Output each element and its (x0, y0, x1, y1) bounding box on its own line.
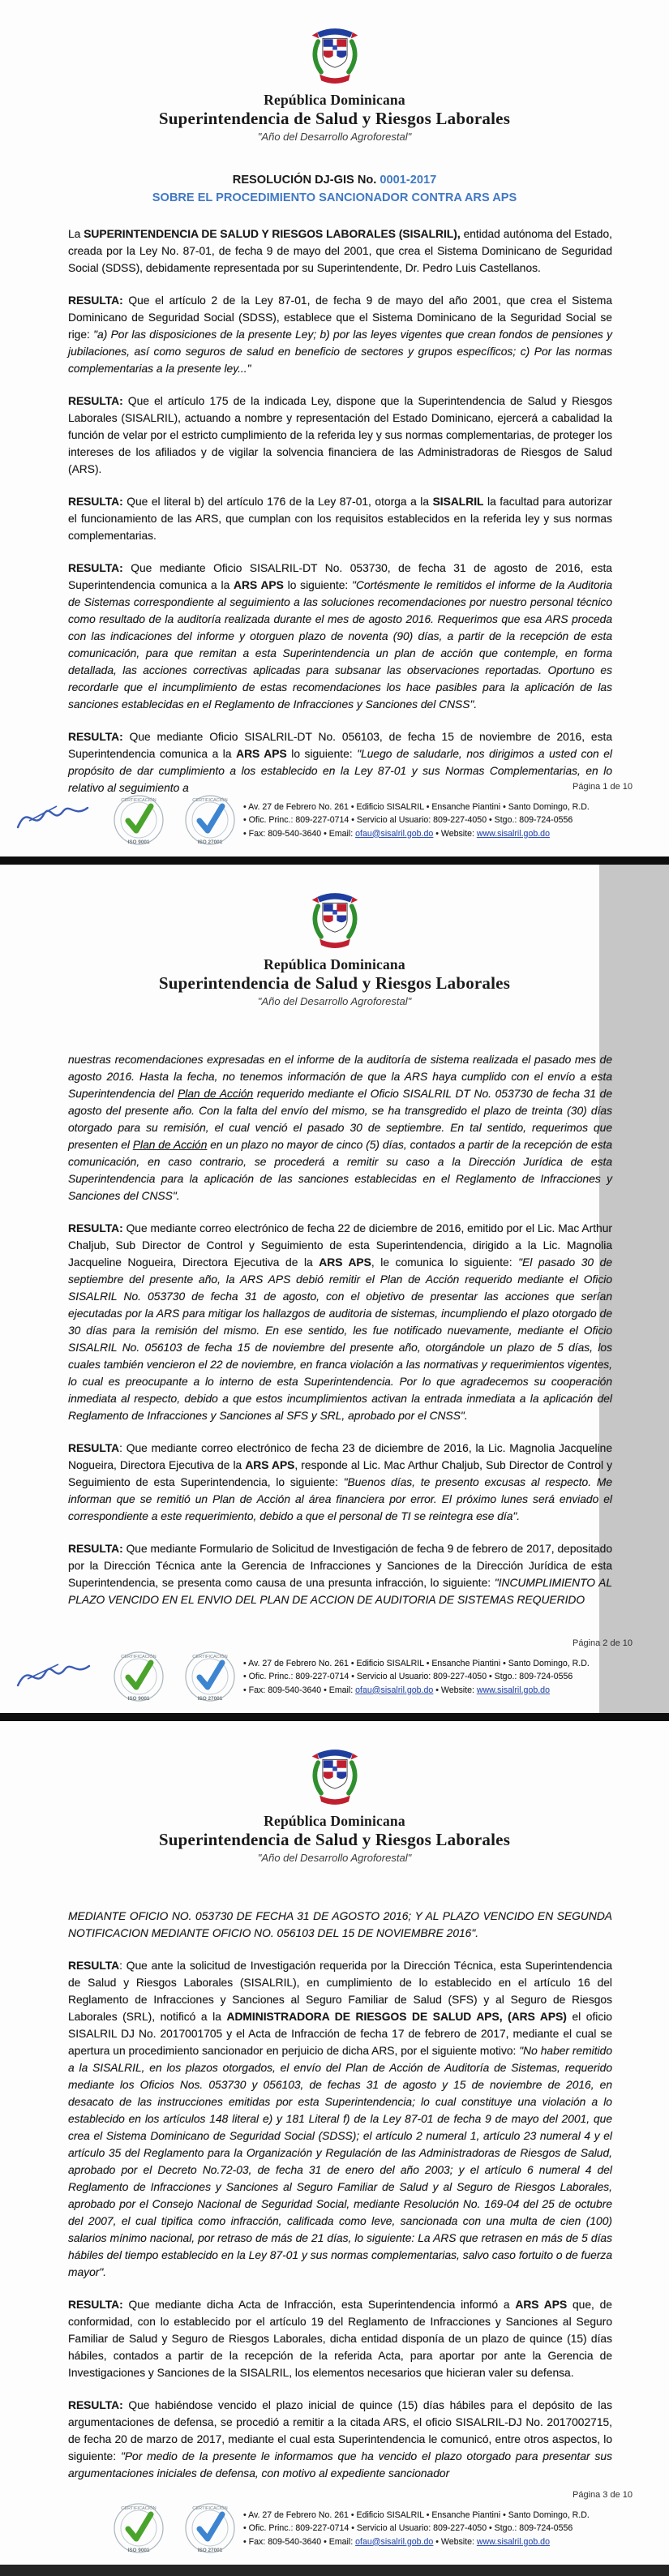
footer-address-line2: • Ofic. Princ.: 809-227-0714 • Servicio al Usuario: 809-227-4050 • Stgo.: 809-724-0556 (243, 815, 573, 825)
footer-address (243, 2509, 633, 2549)
coat-of-arms-icon (308, 891, 362, 952)
footer-address-line3: • Fax: 809-540-3640 • Email: ofau@sisalril.gob.do • Website: www.sisalril.gob.do (243, 1685, 550, 1695)
iso27001-stamp-icon (183, 2500, 237, 2557)
country-title: República Dominicana (264, 956, 405, 972)
svg-text:CERTIFICACIÓN: CERTIFICACIÓN (121, 798, 157, 803)
year-motto: "Año del Desarrollo Agroforestal" (257, 131, 412, 143)
body-text (68, 225, 612, 796)
resolution-title (0, 172, 669, 206)
svg-text:ISO 9001: ISO 9001 (127, 1696, 150, 1702)
institution-title: Superintendencia de Salud y Riesgos Laborales (158, 109, 511, 128)
svg-text:ISO 27001: ISO 27001 (197, 839, 223, 845)
iso9001-stamp-icon (112, 792, 165, 848)
paragraph: RESULTA: Que el literal b) del artículo 176 de la Ley 87-01, otorga a la SISALRIL la facultad para autorizar el funcionamiento de las ARS, que cumplan con los requisitos establecidos en la referida ley y sus normas complementarias. (68, 496, 613, 542)
footer-address (243, 1657, 633, 1698)
paragraph: RESULTA: Que ante la solicitud de Investigación requerida por la Dirección Técnica, esta Superintendencia de Salud y Riesgos Laborales (SISALRIL), en cumplimiento de lo establecido en el artículo 16 del Reglamento de Infracciones y Sanciones al Seguro Familiar de Salud (SFS) y al Seguro de Riesgos Laborales (SRL), notificó a la ADMINISTRADORA DE RIESGOS DE SALUD APS, (ARS APS) el oficio SISALRIL DJ No. 2017001705 y el Acta de Infracción de fecha 17 de febrero de 2017, mediante el cual se apertura un procedimiento sancionador en perjuicio de dicha ARS, por el siguiente motivo: "No haber remitido a la SISALRIL, en los plazos otorgados, el envío del Plan de Acción de Auditoría de Sistemas, requerido mediante los Oficios Nos. 053730 y 056103, de fechas 31 de agosto y 15 de noviembre de 2016, en desacato de las instrucciones emitidas por esta Superintendencia; lo cual constituye una violación a lo establecido en los artículos 148 literal e) y 181 Literal f) de la Ley 87-01 de fecha 9 de mayo del 2001, que crea el Sistema Dominicano de Seguridad Social (SDSS); el artículo 2 numeral 1, artículo 23 numeral 4 y el artículo 35 del Reglamento para la Organización y Regulación de las Administradoras de Riesgos de Salud, aprobado por el Decreto No.72-03, de fecha 31 de enero del año 2003; y el artículo 6 numeral 4 del Reglamento de Infracciones y Sanciones al Seguro Familiar de Salud y al Seguro de Riesgos Laborales, aprobado por el Consejo Nacional de Seguridad Social, mediante Resolución No. 169-04 del 25 de octubre del 2007, el cual tipifica como infracción, calificada como leve, sancionada con una multa de cien (100) salarios mínimo nacional, por retraso de más de 21 días, lo siguiente: La ARS que retrasen en más de 5 días hábiles del tiempo establecido en la Ley 87-01 y sus normas complementarias, salvo caso fortuito o de fuerza mayor". (68, 1960, 612, 2278)
resolution-subtitle: SOBRE EL PROCEDIMIENTO SANCIONADOR CONTRA ARS APS (152, 191, 517, 204)
website-link[interactable]: www.sisalril.gob.do (476, 2536, 550, 2547)
page-number: Página 1 de 10 (572, 782, 633, 792)
coat-of-arms-icon (308, 1747, 362, 1809)
iso9001-stamp-icon (112, 1648, 165, 1705)
country-title: República Dominicana (264, 92, 405, 108)
page-header (0, 1721, 669, 1864)
footer-address-line3: • Fax: 809-540-3640 • Email: ofau@sisalril.gob.do • Website: www.sisalril.gob.do (243, 828, 550, 839)
website-link[interactable]: www.sisalril.gob.do (476, 1685, 550, 1695)
document-page-3 (0, 1721, 669, 2565)
svg-text:ISO 9001: ISO 9001 (127, 839, 150, 845)
document-page-1 (0, 0, 669, 857)
page-header (0, 865, 669, 1007)
svg-text:ISO 27001: ISO 27001 (197, 1696, 223, 1702)
svg-text:CERTIFICACIÓN: CERTIFICACIÓN (192, 2506, 228, 2511)
iso27001-stamp-icon (183, 792, 237, 848)
footer-address-line1: • Av. 27 de Febrero No. 261 • Edificio SISALRIL • Ensanche Piantini • Santo Domingo, R.D. (243, 801, 590, 812)
iso27001-stamp-icon (183, 1648, 237, 1705)
page-footer (0, 2490, 669, 2560)
resolution-title-line1: RESOLUCIÓN DJ-GIS No. 0001-2017 (232, 174, 437, 187)
signature-scribble (13, 796, 97, 839)
paragraph: nuestras recomendaciones expresadas en el informe de la auditoría de sistema realizada el pasado mes de agosto 2016. Hasta la fecha, no tenemos información de que la ARS haya cumplido con el envío a esta Superintendencia del Plan de Acción requerido mediante el Oficio SISALRIL DT No. 053730 de fecha 31 de agosto del presente año. Con la falta del envío del mismo, se ha transgredido el plazo de treinta (30) días otorgado para su remisión, el cual venció el pasado 30 de septiembre. En tal sentido, requerimos que presenten el Plan de Acción en un plazo no mayor de cinco (5) días, contados a partir de la recepción de esta comunicación, en caso contrario, se procederá a remitir su caso a la Dirección Jurídica de esta Superintendencia para la aplicación de las sanciones establecidas en el Reglamento de Infracciones y Sanciones del CNSS". (68, 1054, 612, 1202)
paragraph: RESULTA: Que mediante Oficio SISALRIL-DT No. 056103, de fecha 15 de noviembre de 2016, esta Superintendencia comunica a la ARS APS lo siguiente: "Luego de saludarle, nos dirigimos a usted con el propósito de dar cumplimiento a los establecido en la Ley 87-01 y sus Normas Complementarias, en lo relativo al seguimiento a (68, 731, 612, 794)
document-page-2 (0, 865, 669, 1713)
svg-text:CERTIFICACIÓN: CERTIFICACIÓN (192, 1655, 228, 1659)
signature-scribble (13, 1653, 97, 1695)
page-footer (0, 782, 669, 852)
year-motto: "Año del Desarrollo Agroforestal" (257, 1852, 412, 1864)
institution-title: Superintendencia de Salud y Riesgos Laborales (158, 973, 511, 993)
email-link[interactable]: ofau@sisalril.gob.do (355, 1685, 434, 1695)
body-text (68, 1908, 612, 2482)
paragraph: RESULTA: Que mediante Formulario de Solicitud de Investigación de fecha 9 de febrero de 2017, depositado por la Dirección Técnica ante la Gerencia de Infracciones y Sanciones de la Dirección Jurídica de esta Superintendencia, se presenta como causa de una presunta infracción, lo siguiente: "INCUMPLIMIENTO AL PLAZO VENCIDO EN EL ENVIO DEL PLAN DE ACCION DE AUDITORIA DE SISTEMAS REQUERIDO (68, 1543, 612, 1606)
website-link[interactable]: www.sisalril.gob.do (476, 828, 550, 839)
footer-address (243, 801, 633, 841)
footer-address-line3: • Fax: 809-540-3640 • Email: ofau@sisalril.gob.do • Website: www.sisalril.gob.do (243, 2536, 550, 2547)
paragraph: RESULTA: Que mediante correo electrónico de fecha 23 de diciembre de 2016, la Lic. Magnolia Jacqueline Nogueira, Directora Ejecutiva de la ARS APS, responde al Lic. Mac Arthur Chaljub, Sub Director de Control y Seguimiento de esta Superintendencia, lo siguiente: "Buenos días, te presento excusas al respecto. Me informan que se remitió un Plan de Acción al área financiera por error. El próximo lunes será enviado el correspondiente a este requerimiento, debido a que el personal de TI se reintegra ese día". (68, 1442, 612, 1522)
paragraph: MEDIANTE OFICIO NO. 053730 DE FECHA 31 DE AGOSTO 2016; Y AL PLAZO VENCIDO EN SEGUNDA NOTIFICACION MEDIANTE OFICIO NO. 056103 DEL 15 DE NOVIEMBRE 2016". (68, 1910, 612, 1939)
footer-address-line1: • Av. 27 de Febrero No. 261 • Edificio SISALRIL • Ensanche Piantini • Santo Domingo, R.D. (243, 2509, 590, 2520)
year-motto: "Año del Desarrollo Agroforestal" (257, 995, 412, 1007)
page-separator (0, 1713, 669, 1721)
paragraph: RESULTA: Que mediante correo electrónico de fecha 22 de diciembre de 2016, emitido por el Lic. Mac Arthur Chaljub, Sub Director de Control y Seguimiento de esta Superintendencia, dirigido a la Lic. Magnolia Jacqueline Nogueira, Directora Ejecutiva de la ARS APS, le comunica lo siguiente: "El pasado 30 de septiembre del presente año, la ARS APS debió remitir el Plan de Acción requerido mediante el Oficio SISALRIL No. 053730 de fecha 31 de agosto, con el objetivo de presentar las acciones que serían ejecutadas por la ARS para mitigar los hallazgos de auditoria de sistemas, incumpliendo el plazo otorgado de 30 días para la remisión del mismo. En ese sentido, les fue notificado nuevamente, mediante el Oficio SISALRIL No. 056103 de fecha 15 de noviembre del presente año, otorgándole un plazo de 5 días, los cuales también vencieron el 22 de noviembre, en franca violación a las normativas y requerimientos vigentes, lo cual es preocupante a lo interno de esta Superintendencia. Por lo que agradecemos su cooperación inmediata al respecto, debido a que estos incumplimientos activan la entrada inmediata a la aplicación del Reglamento de Infracciones y Sanciones al SFS y SRL, aprobado por el CNSS". (68, 1222, 612, 1422)
svg-text:CERTIFICACIÓN: CERTIFICACIÓN (192, 798, 228, 803)
iso9001-stamp-icon (112, 2500, 165, 2557)
paragraph: RESULTA: Que mediante dicha Acta de Infracción, esta Superintendencia informó a ARS APS que, de conformidad, con lo establecido por el artículo 19 del Reglamento de Infracciones y Sanciones al Seguro Familiar de Salud y Seguro de Riesgos Laborales, dicha entidad disponía de un plazo de quince (15) días hábiles, contados a partir de la recepción de la referida Acta, para aportar por ante la Gerencia de Investigaciones y Sanciones de la SISALRIL, los elementos necesarios que hicieran valer su defensa. (68, 2299, 612, 2379)
paragraph: La SUPERINTENDENCIA DE SALUD Y RIESGOS LABORALES (SISALRIL), entidad autónoma del Estado, creada por la Ley No. 87-01, de fecha 9 de mayo del 2001, que crea el Sistema Dominicano de Seguridad Social (SDSS), debidamente representada por su Superintendente, Dr. Pedro Luis Castellanos. (68, 228, 612, 274)
page-number: Página 2 de 10 (572, 1638, 633, 1648)
country-title: República Dominicana (264, 1813, 405, 1829)
page-header (0, 0, 669, 143)
paragraph: RESULTA: Que el artículo 2 de la Ley 87-01, de fecha 9 de mayo del año 2001, que crea el Sistema Dominicano de Seguridad Social (SDSS), establece que el Sistema Dominicano de la Seguridad Social se rige: "a) Por las disposiciones de la presente Ley; b) por las leyes vigentes que crean fondos de pensiones y jubilaciones, así como seguros de salud en beneficio de sectores y grupos específicos; c) Por las normas complementarias a la presente ley..." (68, 294, 612, 375)
body-text (68, 1051, 612, 1608)
footer-address-line2: • Ofic. Princ.: 809-227-0714 • Servicio al Usuario: 809-227-4050 • Stgo.: 809-724-0556 (243, 2523, 573, 2533)
resolution-number: 0001-2017 (380, 174, 437, 187)
paragraph: RESULTA: Que el artículo 175 de la indicada Ley, dispone que la Superintendencia de Salud y Riesgos Laborales (SISALRIL), actuando a nombre y representación del Estado Dominicano, ejercerá a cabalidad la función de velar por el estricto cumplimiento de la referida ley y sus normas complementarias, de proteger los intereses de los afiliados y de vigilar la solvencia financiera de las Administradoras de Riesgos de Salud (ARS). (68, 395, 612, 475)
svg-text:CERTIFICACIÓN: CERTIFICACIÓN (121, 1655, 157, 1659)
email-link[interactable]: ofau@sisalril.gob.do (355, 828, 434, 839)
page-number: Página 3 de 10 (572, 2490, 633, 2500)
page-footer (0, 1638, 669, 1708)
footer-address-line1: • Av. 27 de Febrero No. 261 • Edificio SISALRIL • Ensanche Piantini • Santo Domingo, R.D. (243, 1658, 590, 1668)
scan-bottom-edge (0, 2565, 669, 2576)
paragraph: RESULTA: Que habiéndose vencido el plazo inicial de quince (15) días hábiles para el depósito de las argumentaciones de defensa, se procedió a remitir a la citada ARS, el oficio SISALRIL-DJ No. 2017002715, de fecha 20 de marzo de 2017, mediante el cual esta Superintendencia le comunicó, entre otros aspectos, lo siguiente: "Por medio de la presente le informamos que ha vencido el plazo otorgado para presentar sus argumentaciones iniciales de defensa, con motivo al expediente sancionador (68, 2399, 612, 2479)
svg-text:ISO 9001: ISO 9001 (127, 2548, 150, 2553)
page-separator (0, 857, 669, 865)
institution-title: Superintendencia de Salud y Riesgos Laborales (158, 1830, 511, 1849)
svg-text:ISO 27001: ISO 27001 (197, 2548, 223, 2553)
footer-address-line2: • Ofic. Princ.: 809-227-0714 • Servicio al Usuario: 809-227-4050 • Stgo.: 809-724-0556 (243, 1672, 573, 1681)
paragraph: RESULTA: Que mediante Oficio SISALRIL-DT No. 053730, de fecha 31 de agosto de 2016, esta Superintendencia comunica a la ARS APS lo siguiente: "Cortésmente le remitidos el informe de la Auditoria de Sistemas correspondiente al seguimiento a las soluciones recomendaciones por nuestro personal técnico como resultado de la auditoría realizada durante el mes de agosto 2016. Requerimos que esa ARS proceda con las indicaciones del informe y otorguen plazo de noventa (90) días, a partir de la recepción de esta comunicación, para que remitan a esta Superintendencia un plan de acción que contemple, en forma detallada, las acciones correctivas aplicadas para subsanar las observaciones reportadas. Oportuno es recordarle que el incumplimiento de estas recomendaciones los hace pasibles para la aplicación de las sanciones establecidas en el Reglamento de Infracciones y Sanciones del CNSS". (68, 562, 612, 711)
email-link[interactable]: ofau@sisalril.gob.do (355, 2536, 434, 2547)
svg-text:CERTIFICACIÓN: CERTIFICACIÓN (121, 2506, 157, 2511)
coat-of-arms-icon (308, 26, 362, 88)
